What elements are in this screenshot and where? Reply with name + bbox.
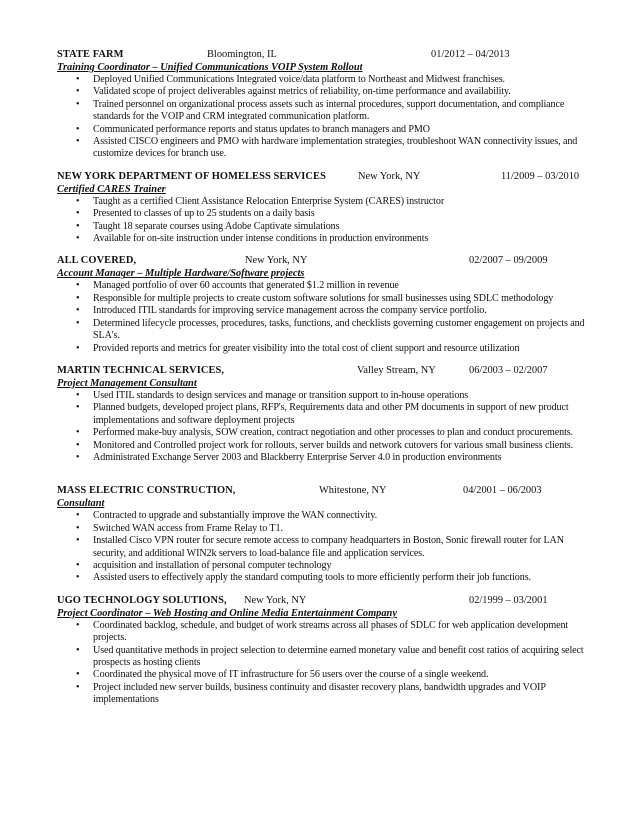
bullet-item: • Monitored and Controlled project work for rollouts, server builds and network cutovers for various small business clients. <box>93 440 585 452</box>
bullet-item: • Provided reports and metrics for greater visibility into the total cost of client support and resource utilization <box>93 343 585 355</box>
bullet-item: • Presented to classes of up to 25 students on a daily basis <box>93 208 585 220</box>
job-title: Consultant <box>57 498 105 510</box>
job-mass-electric <box>57 484 585 584</box>
bullet-item: • Responsible for multiple projects to create custom software solutions for small businesses using SDLC methodology <box>93 293 585 305</box>
bullet-item: • Used quantitative methods in project selection to determine earned monetary value and benefit cost ratios of acquiring select prospects as hosting clients <box>93 645 585 670</box>
bullet-item: • Assisted CISCO engineers and PMO with hardware implementation strategies, troubleshoot WAN connectivity issues, and customize devices for branch use. <box>93 136 585 161</box>
job-title: Project Coordinator – Web Hosting and Online Media Entertainment Company <box>57 607 397 619</box>
job-location: Bloomington, IL <box>207 49 277 60</box>
job-nyc-dhs <box>57 170 585 246</box>
job-header <box>57 594 585 607</box>
job-location: Whitestone, NY <box>319 485 387 497</box>
bullet-item: • Taught 18 separate courses using Adobe Captivate simulations <box>93 221 585 233</box>
bullet-item: • Introduced ITIL standards for improving service management across the company service portfolio. <box>93 305 585 317</box>
job-martin-technical <box>57 364 585 464</box>
bullet-item: • Switched WAN access from Frame Relay to T1. <box>93 523 585 535</box>
bullet-item: • acquisition and installation of personal computer technology <box>93 560 585 572</box>
company-name: MASS ELECTRIC CONSTRUCTION, <box>57 485 236 497</box>
job-location: New York, NY <box>358 170 421 182</box>
bullet-item: • Planned budgets, developed project plans, RFP's, Requirements data and other PM documents in support of new product implementations and software deployment projects <box>93 402 585 427</box>
job-header <box>57 48 585 61</box>
bullet-item: • Validated scope of project deliverables against metrics of reliability, on-time performance and availability. <box>93 86 585 98</box>
company-name: UGO TECHNOLOGY SOLUTIONS, <box>57 594 227 606</box>
job-state-farm <box>57 48 585 161</box>
job-location: New York, NY <box>245 255 308 267</box>
job-dates: 02/2007 – 09/2009 <box>469 255 548 267</box>
bullet-item: • Contracted to upgrade and substantially improve the WAN connectivity. <box>93 510 585 522</box>
job-dates: 04/2001 – 06/2003 <box>463 485 542 497</box>
job-header <box>57 254 585 267</box>
job-header <box>57 364 585 377</box>
bullet-item: • Installed Cisco VPN router for secure remote access to company headquarters in Boston, Sonic firewall router for LAN security, and additional WIN2k servers to load-balance file and application services. <box>93 535 585 560</box>
job-bullets <box>57 74 585 161</box>
job-bullets <box>57 280 585 354</box>
company-name: MARTIN TECHNICAL SERVICES, <box>57 364 225 376</box>
job-header <box>57 170 585 183</box>
bullet-item: • Performed make-buy analysis, SOW creation, contract negotiation and other processes to plan and conduct procurements. <box>93 427 585 439</box>
job-all-covered <box>57 254 585 354</box>
job-ugo-technology <box>57 594 585 707</box>
bullet-item: • Trained personnel on organizational process assets such as internal procedures, support documentation, and compliance standards for the VOIP and CRM integrated communication platform. <box>93 99 585 124</box>
job-title: Account Manager – Multiple Hardware/Software projects <box>57 268 305 280</box>
bullet-item: • Taught as a certified Client Assistance Relocation Enterprise System (CARES) instructor <box>93 196 585 208</box>
job-location: Valley Stream, NY <box>357 364 436 376</box>
company-name: NEW YORK DEPARTMENT OF HOMELESS SERVICES <box>57 170 326 182</box>
bullet-item: • Deployed Unified Communications Integrated voice/data platform to Northeast and Midwest franchises. <box>93 74 585 86</box>
company-name: STATE FARM <box>57 49 124 60</box>
job-bullets <box>57 196 585 246</box>
job-dates: 01/2012 – 04/2013 <box>431 49 510 60</box>
job-bullets <box>57 510 585 584</box>
bullet-item: • Coordinated backlog, schedule, and budget of work streams across all phases of SDLC for web application development projects. <box>93 620 585 645</box>
job-header <box>57 484 585 497</box>
bullet-item: • Coordinated the physical move of IT infrastructure for 56 users over the course of a single weekend. <box>93 669 585 681</box>
bullet-item: • Available for on-site instruction under intense conditions in production environments <box>93 233 585 245</box>
bullet-item: • Communicated performance reports and status updates to branch managers and PMO <box>93 124 585 136</box>
job-dates: 02/1999 – 03/2001 <box>469 594 548 606</box>
bullet-item: • Administrated Exchange Server 2003 and Blackberry Enterprise Server 4.0 in production environments <box>93 452 585 464</box>
job-dates: 06/2003 – 02/2007 <box>469 364 548 376</box>
bullet-item: • Assisted users to effectively apply the standard computing tools to more efficiently perform their job functions. <box>93 572 585 584</box>
company-name: ALL COVERED, <box>57 255 137 267</box>
resume-experience-page <box>57 48 585 716</box>
job-bullets <box>57 390 585 464</box>
job-title: Certified CARES Trainer <box>57 183 166 195</box>
bullet-item: • Project included new server builds, business continuity and disaster recovery plans, bandwidth upgrades and VOIP implementations <box>93 682 585 707</box>
job-title: Training Coordinator – Unified Communications VOIP System Rollout <box>57 62 363 73</box>
job-dates: 11/2009 – 03/2010 <box>501 170 580 182</box>
bullet-item: • Managed portfolio of over 60 accounts that generated $1.2 million in revenue <box>93 280 585 292</box>
job-location: New York, NY <box>244 594 307 606</box>
job-title: Project Management Consultant <box>57 377 197 389</box>
job-bullets <box>57 620 585 707</box>
bullet-item: • Determined lifecycle processes, procedures, tasks, functions, and checklists governing customer engagement on projects and SLA's. <box>93 318 585 343</box>
bullet-item: • Used ITIL standards to design services and manage or transition support to in-house operations <box>93 390 585 402</box>
